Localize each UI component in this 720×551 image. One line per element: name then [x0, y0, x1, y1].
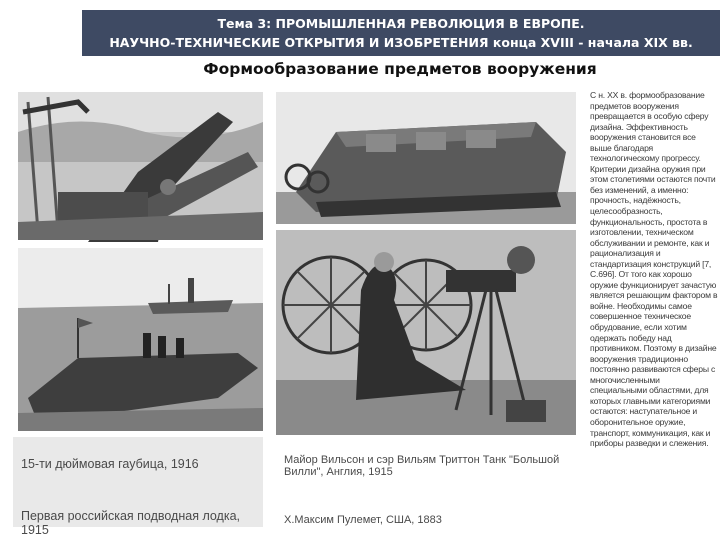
- slide-subtitle: Формообразование предметов вооружения: [203, 60, 597, 78]
- caption-maxim: Х.Максим Пулемет, США, 1883: [284, 513, 442, 526]
- caption-howitzer: 15-ти дюймовая гаубица, 1916: [21, 457, 199, 471]
- header-line-1: Тема 3: ПРОМЫШЛЕННАЯ РЕВОЛЮЦИЯ В ЕВРОПЕ.: [217, 16, 585, 31]
- caption-submarine: Первая российская подводная лодка, 1915: [21, 509, 241, 537]
- slide-header: [82, 10, 720, 56]
- header-line-2: НАУЧНО-ТЕХНИЧЕСКИЕ ОТКРЫТИЯ И ИЗОБРЕТЕНИЯ конца XVIII - начала XIX вв.: [109, 35, 693, 50]
- side-description: С н. XX в. формообразование предметов вооружения превращается в особую сферу дизайна. Эффективность вооружения становится все выше благодаря технологическому прогрессу. Критерии дизайна оружия при этом столетиями остаются почти без изменений, а именно: прочность, надёжность, целесообразность, функциональность, простота в изготовлении, техническом обслуживании и ремонте, как и рационализация и стандартизация конструкций [7, С.696]. От того как хорошо оружие функционирует зачастую является решающим фактором в войне. Необходимы самое совершенное техническое обрудование, если хотим одержать победу над противником. Поэтому в дизайне вооружения традиционно постоянно развиваются сферы с многочисленными специальными областями, для которых главными категориями остаются: наступательное и оборонительное оружие, транспорт, коммуникация, как и приборы разведки и слежения.: [590, 90, 718, 449]
- howitzer-photo: [18, 92, 263, 240]
- submarine-photo: [18, 248, 263, 431]
- tank-photo: [276, 92, 576, 224]
- maxim-photo: [276, 230, 576, 435]
- caption-tank: Майор Вильсон и сэр Вильям Триттон Танк "Большой Вилли", Англия, 1915: [284, 453, 560, 478]
- caption-left: [13, 437, 263, 537]
- caption-right: [276, 437, 576, 537]
